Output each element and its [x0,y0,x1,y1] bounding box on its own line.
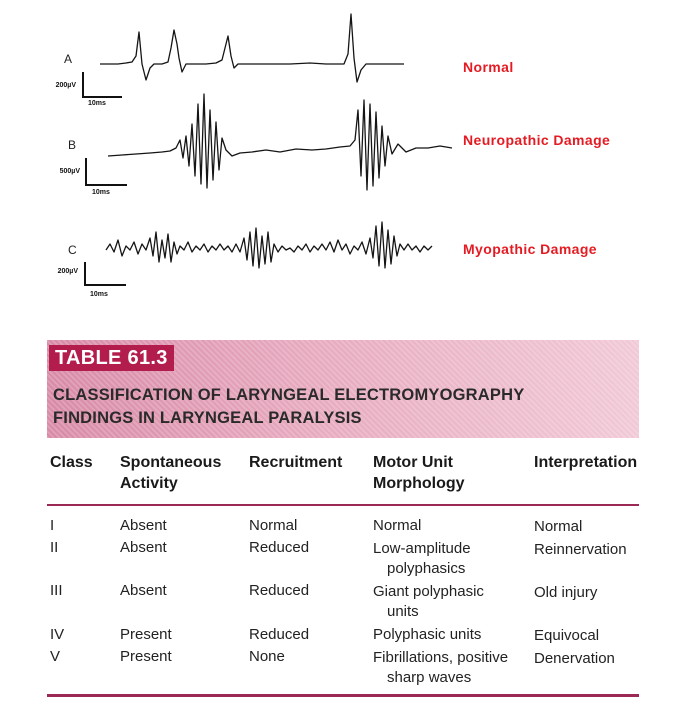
row-5-class: V [50,648,61,665]
trace-a-amplitude-scale: 200µV [55,82,76,89]
row-1-morphology: Normal [373,517,422,534]
row-5-morphology-line-1: Fibrillations, positive [373,649,509,666]
trace-b-amplitude-scale: 500µV [59,168,80,175]
trace-a-time-scale: 10ms [88,100,106,107]
trace-b-letter: B [68,138,77,152]
row-1-spontaneous-activity: Absent [120,517,167,534]
table-title-line-2: FINDINGS IN LARYNGEAL PARALYSIS [53,409,362,427]
row-3-interpretation: Old injury [534,584,598,601]
trace-c-amplitude-scale: 200µV [57,268,78,275]
table-bottom-rule [47,694,639,697]
column-header-recruitment: Recruitment [249,454,343,471]
trace-c-time-scale: 10ms [90,291,108,298]
row-1-recruitment: Normal [249,517,298,534]
table-top-rule [47,504,639,506]
row-3-morphology-line-2: units [387,603,419,620]
trace-b-time-scale: 10ms [92,189,110,196]
row-4-spontaneous-activity: Present [120,626,172,643]
row-1-interpretation: Normal [534,518,583,535]
row-2-interpretation: Reinnervation [534,541,627,558]
trace-c-letter: C [68,243,77,257]
row-4-class: IV [50,626,65,643]
row-5-morphology-line-2: sharp waves [387,669,472,686]
row-5-recruitment: None [249,648,285,665]
row-5-morphology [373,648,508,688]
trace-c-condition: Myopathic Damage [463,241,597,257]
row-5-interpretation: Denervation [534,650,615,667]
emg-figure [0,0,676,330]
row-3-morphology-line-1: Giant polyphasic [373,583,484,600]
row-2-spontaneous-activity: Absent [120,539,167,556]
row-4-morphology: Polyphasic units [373,626,482,643]
column-header-motor-unit-morphology: Motor Unit Morphology [373,454,465,492]
row-3-recruitment: Reduced [249,582,310,599]
row-4-recruitment: Reduced [249,626,310,643]
column-header-interpretation: Interpretation [534,454,638,471]
row-2-morphology-line-2: polyphasics [387,560,466,577]
table-number: TABLE 61.3 [49,345,174,371]
table-title [53,384,623,430]
trace-c-waveform [0,0,676,330]
table-header-banner [47,340,639,438]
row-2-class: II [50,539,59,556]
row-3-morphology [373,582,484,622]
table-title-line-1: CLASSIFICATION OF LARYNGEAL ELECTROMYOGRAPHY [53,386,525,404]
row-3-spontaneous-activity: Absent [120,582,167,599]
trace-b-condition: Neuropathic Damage [463,132,611,148]
row-5-spontaneous-activity: Present [120,648,172,665]
row-2-recruitment: Reduced [249,539,310,556]
row-2-morphology [373,539,471,579]
trace-a-condition: Normal [463,59,514,75]
row-2-morphology-line-1: Low-amplitude [373,540,471,557]
row-4-interpretation: Equivocal [534,627,600,644]
column-header-class: Class [50,454,93,471]
trace-a-letter: A [64,52,73,66]
row-1-class: I [50,517,55,534]
column-header-spontaneous-activity: Spontaneous Activity [120,454,222,492]
row-3-class: III [50,582,63,599]
